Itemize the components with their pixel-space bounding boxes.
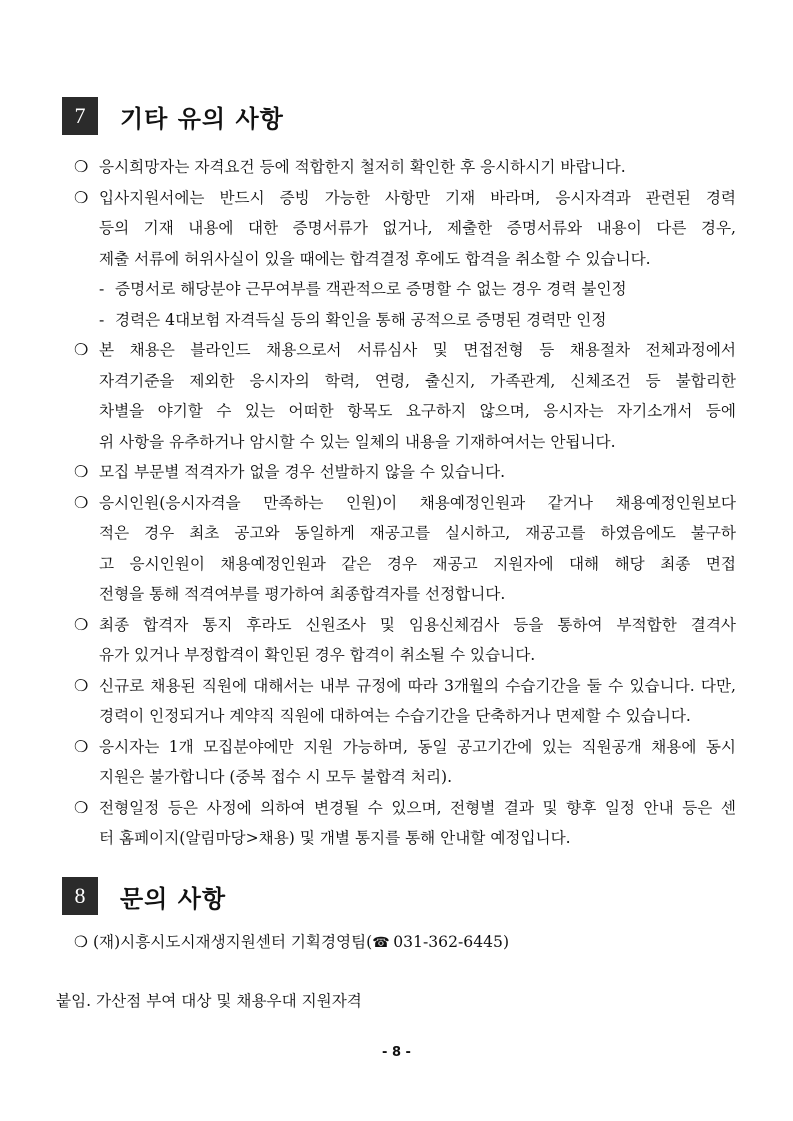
item-text-line: 모집 부문별 적격자가 없을 경우 선발하지 않을 수 있습니다.: [99, 463, 506, 481]
bullet-icon: ❍: [74, 614, 89, 634]
item-text-line: 입사지원서에는 반드시 증빙 가능한 사항만 기재 바라며, 응시자격과 관련된 경력: [99, 188, 736, 207]
dash-marker: -: [99, 310, 105, 329]
list-item: [74, 183, 736, 275]
bullet-icon: ❍: [74, 492, 89, 512]
item-text-line: 제출 서류에 허위사실이 있을 때에는 합격결정 후에도 합격을 취소할 수 있습니다.: [99, 249, 651, 268]
list-item: [74, 671, 736, 732]
item-text-line: 신규로 채용된 직원에 대해서는 내부 규정에 따라 3개월의 수습기간을 둘 수 있습니다. 다만,: [99, 676, 736, 695]
section-8-header: [62, 877, 226, 915]
dash-marker: -: [99, 280, 105, 298]
bullet-icon: ❍: [74, 340, 89, 359]
section-8-title: 문의 사항: [120, 884, 227, 913]
item-text-line: 등의 기재 내용에 대한 증명서류가 없거나, 제출한 증명서류와 내용이 다른 경우,: [99, 219, 736, 237]
sub-item: [74, 305, 736, 336]
item-text-line: 자격기준을 제외한 응시자의 학력, 연령, 출신지, 가족관계, 신체조건 등 불합리한: [99, 371, 736, 390]
item-text-line: 최종 합격자 통지 후라도 신원조사 및 임용신체검사 등을 통하여 부적합한 결격사: [99, 615, 736, 634]
item-text-line: 차별을 야기할 수 있는 어떠한 항목도 요구하지 않으며, 응시자는 자기소개서 등에: [99, 402, 736, 420]
bullet-icon: ❍: [74, 797, 89, 817]
sub-item-text: 경력은 4대보험 자격득실 등의 확인을 통해 공적으로 증명된 경력만 인정: [115, 310, 607, 329]
list-item: [74, 457, 736, 488]
bullet-icon: ❍: [74, 462, 89, 481]
bullet-icon: ❍: [74, 736, 89, 756]
list-item: [74, 335, 736, 457]
item-text-line: 응시희망자는 자격요건 등에 적합한지 철저히 확인한 후 응시하시기 바랍니다.: [99, 158, 626, 176]
item-text-line: 전형일정 등은 사정에 의하여 변경될 수 있으며, 전형별 결과 및 향후 일정 안내 등은 센: [99, 798, 736, 817]
section-7-item-list: [74, 152, 736, 854]
section-7-title: 기타 유의 사항: [120, 104, 284, 133]
item-text-line: 유가 있거나 부정합격이 확인된 경우 합격이 취소될 수 있습니다.: [99, 646, 536, 664]
contact-line: [74, 927, 509, 958]
list-item: [74, 793, 736, 854]
item-text-line: 경력이 인정되거나 계약직 직원에 대하여는 수습기간을 단축하거나 면제할 수 있습니다.: [99, 707, 691, 725]
attachment-note: 붙임. 가산점 부여 대상 및 채용우대 지원자격: [56, 992, 362, 1010]
section-7-number: 7: [62, 97, 98, 135]
bullet-icon: ❍: [74, 675, 89, 695]
sub-item-text: 증명서로 해당분야 근무여부를 객관적으로 증명할 수 없는 경우 경력 불인정: [115, 280, 627, 298]
section-7-header: [62, 97, 284, 135]
item-text-line: 터 홈페이지(알림마당>채용) 및 개별 통지를 통해 안내할 예정입니다.: [99, 829, 571, 847]
sub-item: [74, 274, 736, 305]
page-number: - 8 -: [382, 1045, 411, 1060]
list-item: [74, 488, 736, 610]
item-text-line: 고 응시인원이 채용예정인원과 같은 경우 재공고 지원자에 대해 해당 최종 면접: [99, 554, 736, 573]
item-text-line: 전형을 통해 적격여부를 평가하여 최종합격자를 선정합니다.: [99, 585, 506, 603]
bullet-icon: ❍: [74, 187, 89, 207]
item-text-line: 위 사항을 유추하거나 암시할 수 있는 일체의 내용을 기재하여서는 안됩니다.: [99, 432, 616, 451]
item-text-line: 응시자는 1개 모집분야에만 지원 가능하며, 동일 공고기간에 있는 직원공개 채용에 동시: [99, 737, 736, 756]
bullet-icon: ❍: [74, 933, 88, 951]
contact-suffix: ): [502, 933, 510, 951]
item-text-line: 본 채용은 블라인드 채용으로서 서류심사 및 면접전형 등 채용절차 전체과정에서: [99, 341, 736, 359]
contact-phone: 031-362-6445: [393, 933, 503, 951]
list-item: [74, 732, 736, 793]
item-text-line: 응시인원(응시자격을 만족하는 인원)이 채용예정인원과 같거나 채용예정인원보다: [99, 493, 736, 512]
list-item: [74, 152, 736, 183]
bullet-icon: ❍: [74, 157, 89, 176]
item-text-line: 적은 경우 최초 공고와 동일하게 재공고를 실시하고, 재공고를 하였음에도 불구하: [99, 524, 736, 542]
telephone-icon: ☎: [372, 935, 390, 951]
contact-organization: (재)시흥시도시재생지원센터 기획경영팀(: [92, 933, 373, 951]
list-item: [74, 610, 736, 671]
item-text-line: 지원은 불가합니다 (중복 접수 시 모두 불합격 처리).: [99, 768, 453, 786]
section-8-number: 8: [62, 877, 98, 915]
